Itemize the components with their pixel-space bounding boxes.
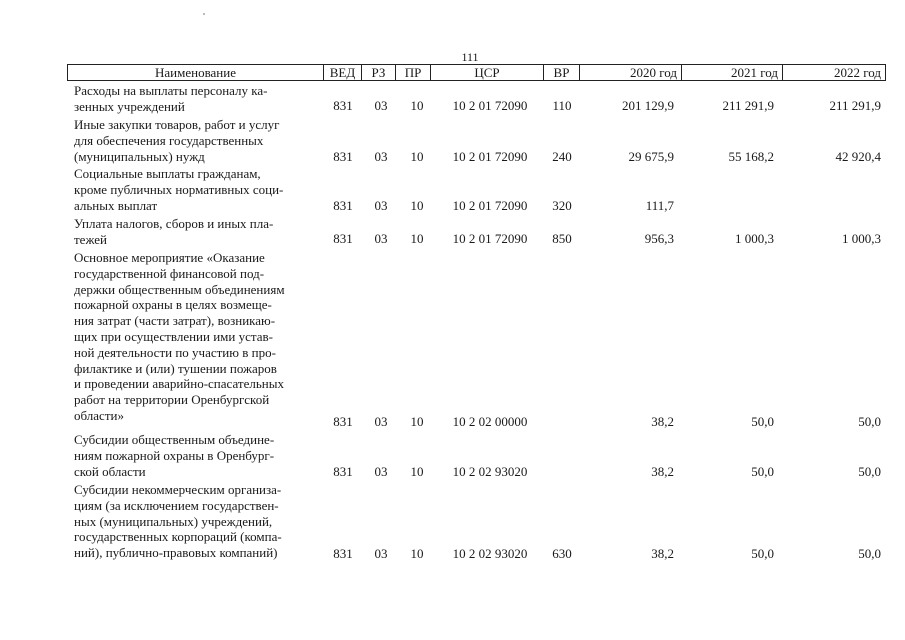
row-rz: 03: [374, 414, 388, 429]
row-name: Субсидии общественным объедине- ниям пожарной охраны в Оренбург- ской области: [74, 432, 275, 479]
row-2020: 29 675,9: [628, 149, 674, 164]
row-ved: 831: [333, 149, 353, 164]
header-name: Наименование: [155, 65, 236, 80]
row-pr: 10: [410, 198, 424, 213]
row-csr: 10 2 01 72090: [452, 198, 528, 213]
row-name: Социальные выплаты гражданам, кроме публичных нормативных соци- альных выплат: [74, 166, 284, 213]
row-2022: 1 000,3: [842, 231, 881, 246]
row-2020: 38,2: [651, 546, 674, 561]
row-name: Иные закупки товаров, работ и услуг для обеспечения государственных (муниципальных) нужд: [74, 117, 280, 164]
row-2021: 1 000,3: [735, 231, 774, 246]
row-ved: 831: [333, 231, 353, 246]
row-pr: 10: [410, 414, 424, 429]
row-2020: 111,7: [645, 198, 674, 213]
row-2022: 211 291,9: [829, 98, 881, 113]
row-2020: 201 129,9: [622, 98, 674, 113]
row-2021: 50,0: [751, 546, 774, 561]
row-pr: 10: [410, 149, 424, 164]
row-vr: 240: [552, 149, 572, 164]
row-csr: 10 2 01 72090: [452, 98, 528, 113]
row-csr: 10 2 02 93020: [452, 464, 528, 479]
row-name: Субсидии некоммерческим организа- циям (за исключением государствен- ных (муниципальных) учреждений, государственных корпораций (компа- ний), публично-правовых компаний): [74, 482, 282, 561]
row-name: Основное мероприятие «Оказание государственной финансовой под- держки общественным объединениям пожарной охраны в целях возмеще- ния затрат (части затрат), возникаю- щих при осуществлении ими устав- ной деятельности по участию в про- филактике и (или) тушении пожаров и проведении аварийно-спасательных работ на территории Оренбургской области»: [74, 250, 285, 423]
row-2020: 38,2: [651, 414, 674, 429]
row-rz: 03: [374, 546, 388, 561]
row-ved: 831: [333, 414, 353, 429]
row-pr: 10: [410, 464, 424, 479]
row-2021: 50,0: [751, 464, 774, 479]
row-rz: 03: [374, 198, 388, 213]
row-ved: 831: [333, 98, 353, 113]
row-ved: 831: [333, 546, 353, 561]
row-rz: 03: [374, 149, 388, 164]
row-2020: 38,2: [651, 464, 674, 479]
row-2021: 55 168,2: [728, 149, 774, 164]
row-2021: 211 291,9: [722, 98, 774, 113]
row-2022: [785, 198, 881, 214]
row-ved: 831: [333, 198, 353, 213]
row-csr: 10 2 01 72090: [452, 149, 528, 164]
row-name: Уплата налогов, сборов и иных пла- тежей: [74, 216, 274, 247]
row-vr: 630: [552, 546, 572, 561]
row-2022: 42 920,4: [835, 149, 881, 164]
row-pr: 10: [410, 98, 424, 113]
page-number: 111: [461, 50, 479, 64]
row-pr: 10: [410, 546, 424, 561]
table-header: [67, 64, 886, 81]
header-2021: 2021 год: [681, 65, 782, 80]
row-rz: 03: [374, 231, 388, 246]
row-2021: [680, 198, 774, 214]
header-2020: 2020 год: [579, 65, 681, 80]
scan-speck: [203, 13, 205, 15]
row-2020: 956,3: [644, 231, 674, 246]
header-vr: ВР: [543, 65, 579, 80]
row-2022: 50,0: [858, 546, 881, 561]
row-csr: 10 2 02 00000: [452, 414, 528, 429]
row-2022: 50,0: [858, 414, 881, 429]
header-rz: РЗ: [361, 65, 395, 80]
row-2021: 50,0: [751, 414, 774, 429]
row-ved: 831: [333, 464, 353, 479]
row-csr: 10 2 02 93020: [452, 546, 528, 561]
header-2022: 2022 год: [782, 65, 885, 80]
row-csr: 10 2 01 72090: [452, 231, 528, 246]
row-rz: 03: [374, 98, 388, 113]
row-2022: 50,0: [858, 464, 881, 479]
header-pr: ПР: [395, 65, 430, 80]
row-rz: 03: [374, 464, 388, 479]
row-vr: 850: [552, 231, 572, 246]
row-name: Расходы на выплаты персоналу ка- зенных учреждений: [74, 83, 268, 114]
row-vr: [545, 414, 579, 430]
header-ved: ВЕД: [323, 65, 361, 80]
row-vr: [545, 464, 579, 480]
row-vr: 320: [552, 198, 572, 213]
row-pr: 10: [410, 231, 424, 246]
row-vr: 110: [552, 98, 572, 113]
header-csr: ЦСР: [430, 65, 543, 80]
